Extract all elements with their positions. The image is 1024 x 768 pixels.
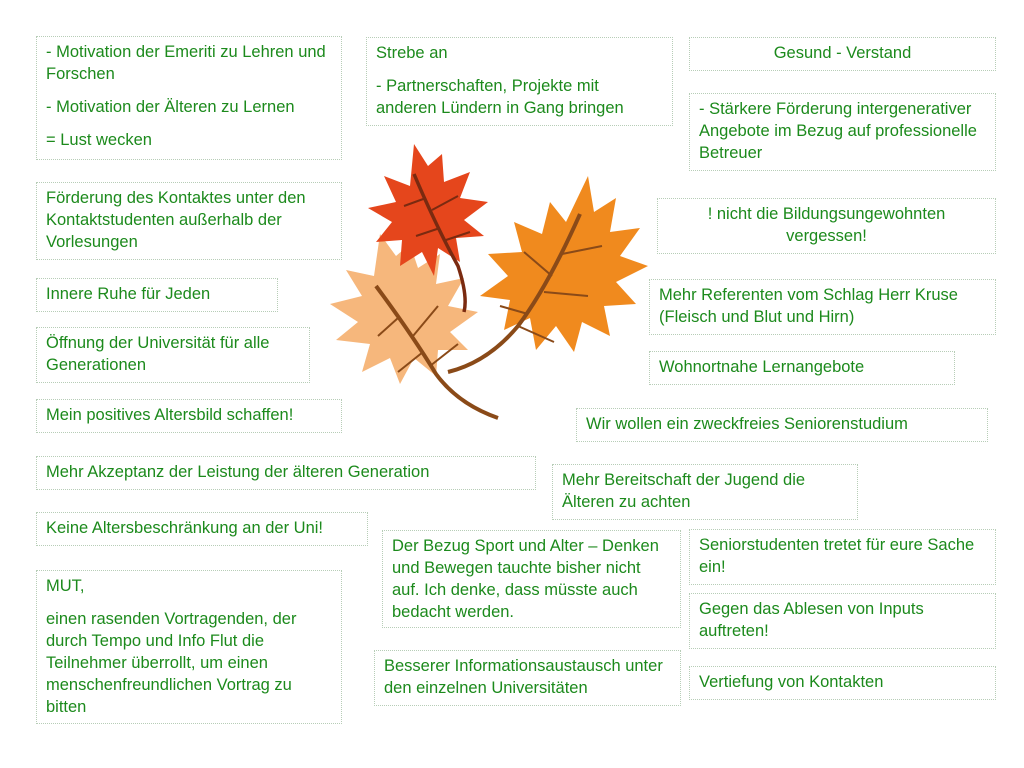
peach-leaf	[330, 234, 498, 418]
note-text: Mehr Referenten vom Schlag Herr Kruse (Fleisch und Blut und Hirn)	[659, 286, 958, 326]
note-text: - Motivation der Älteren zu Lernen	[46, 98, 295, 116]
note-strebe-an	[366, 37, 673, 126]
note-text: Innere Ruhe für Jeden	[46, 285, 211, 303]
note-text: Gesund - Verstand	[773, 44, 912, 62]
note-text: Keine Altersbeschränkung an der Uni!	[46, 519, 324, 537]
note-text: = Lust wecken	[46, 131, 152, 149]
note-intergenerativ	[689, 93, 996, 171]
note-text: Wir wollen ein zweckfreies Seniorenstudium	[586, 415, 908, 433]
note-text: Förderung des Kontaktes unter den Kontaktstudenten außerhalb der Vorlesungen	[46, 189, 306, 251]
note-text: Gegen das Ablesen von Inputs auftreten!	[699, 600, 924, 640]
note-sport-alter	[382, 530, 681, 628]
note-text: Mehr Bereitschaft der Jugend die Älteren zu achten	[562, 471, 806, 511]
note-mut	[36, 570, 342, 724]
note-gesund-verstand	[689, 37, 996, 71]
note-kontakt-foerderung	[36, 182, 342, 260]
note-text: Öffnung der Universität für alle Generationen	[46, 334, 270, 374]
note-text: einen rasenden Vortragenden, der durch Tempo und Info Flut die Teilnehmer überrollt, um einen menschenfreundlichen Vortrag zu bitten	[46, 610, 297, 716]
note-text: ! nicht die Bildungsungewohnten vergessen!	[707, 205, 946, 245]
note-text: Der Bezug Sport und Alter – Denken und Bewegen tauchte bisher nicht auf. Ich denke, dass müsste auch bedacht werden.	[392, 537, 659, 621]
note-bildungsungewohnte	[657, 198, 996, 254]
note-seniorstudenten	[689, 529, 996, 585]
note-text: - Stärkere Förderung intergenerativer Angebote im Bezug auf professionelle Betreuer	[699, 100, 977, 162]
note-innere-ruhe	[36, 278, 278, 312]
note-vertiefung-kontakte	[689, 666, 996, 700]
note-akzeptanz	[36, 456, 536, 490]
note-ablesen-inputs	[689, 593, 996, 649]
note-text: Wohnortnahe Lernangebote	[659, 358, 865, 376]
note-wohnortnah	[649, 351, 955, 385]
note-text: Besserer Informationsaustausch unter den einzelnen Universitäten	[384, 657, 663, 697]
note-text: Mein positives Altersbild schaffen!	[46, 406, 294, 424]
note-altersbeschraenkung	[36, 512, 368, 546]
note-motivation	[36, 36, 342, 160]
note-bereitschaft-jugend	[552, 464, 858, 520]
note-text: Strebe an	[376, 44, 448, 62]
note-altersbild	[36, 399, 342, 433]
note-text: - Motivation der Emeriti zu Lehren und Forschen	[46, 43, 326, 83]
note-oeffnung-universitaet	[36, 327, 310, 383]
note-text: Vertiefung von Kontakten	[699, 673, 884, 691]
note-text: Mehr Akzeptanz der Leistung der älteren Generation	[46, 463, 430, 481]
note-text: Seniorstudenten tretet für eure Sache ein!	[699, 536, 975, 576]
autumn-leaves-illustration	[318, 136, 658, 436]
note-informationsaustausch	[374, 650, 681, 706]
note-text: - Partnerschaften, Projekte mit anderen Lündern in Gang bringen	[376, 77, 624, 117]
note-zweckfreies-studium	[576, 408, 988, 442]
note-text: MUT,	[46, 577, 85, 595]
note-referenten	[649, 279, 996, 335]
